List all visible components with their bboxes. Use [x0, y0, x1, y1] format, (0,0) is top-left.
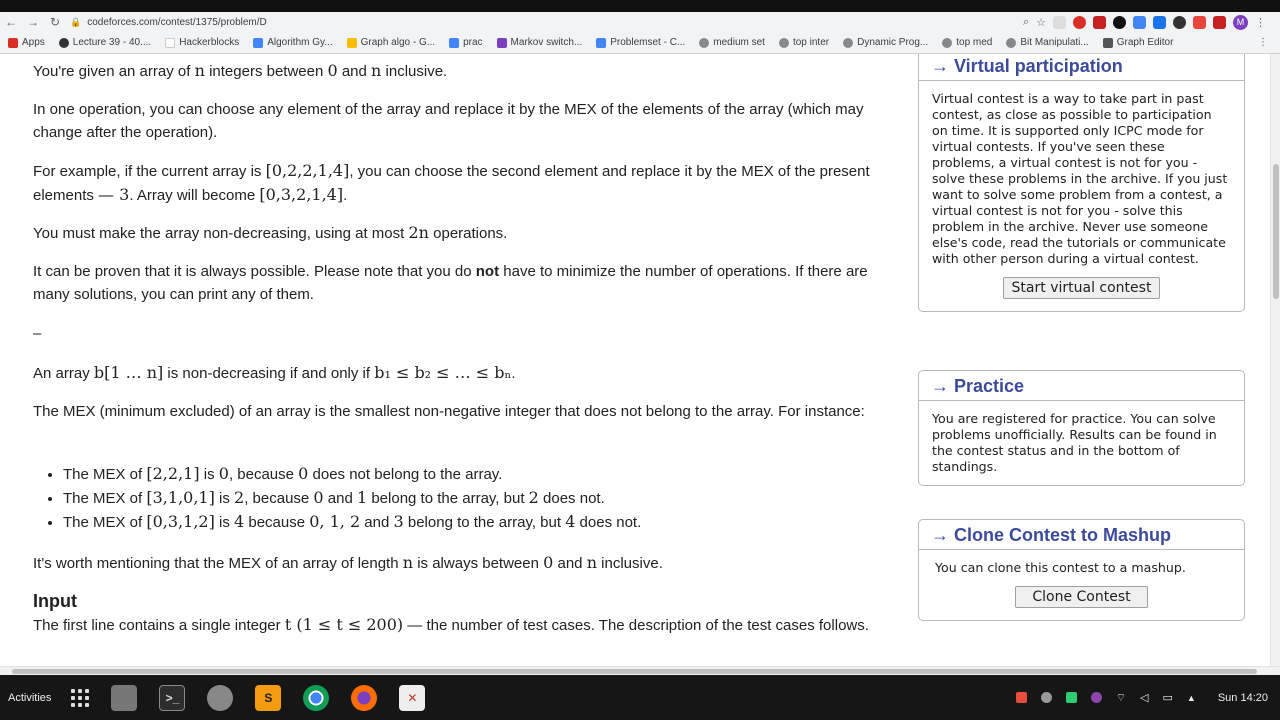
statement-paragraph: The MEX (minimum excluded) of an array is the smallest non-negative integer that does not belong to the array. For instance:: [33, 403, 865, 420]
firefox-icon[interactable]: [351, 685, 377, 711]
extension-icon[interactable]: [1193, 16, 1206, 29]
bookmark-favicon: [942, 38, 952, 48]
statement-paragraph: It's worth mentioning that the MEX of an array of length n is always between 0 and n inclusive.: [33, 553, 663, 572]
text-editor-icon[interactable]: ✕: [399, 685, 425, 711]
bookmark-favicon: [596, 38, 606, 48]
tray-app-icon[interactable]: [1091, 692, 1102, 703]
bookmark-favicon: [449, 38, 459, 48]
clock[interactable]: Sun 14:20: [1217, 691, 1268, 704]
scroll-thumb[interactable]: [1273, 164, 1279, 299]
activities-button[interactable]: Activities: [8, 691, 52, 704]
chrome-icon[interactable]: [303, 685, 329, 711]
math: n: [371, 61, 382, 80]
statement-paragraph: In one operation, you can choose any element of the array and replace it by the MEX of the elements of the array (which may change after the operation).: [33, 101, 864, 141]
math: 4: [234, 512, 245, 531]
sublime-text-icon[interactable]: S: [255, 685, 281, 711]
vertical-scrollbar[interactable]: [1270, 54, 1280, 666]
math: n: [194, 61, 205, 80]
list-item: • The MEX of [3,1,0,1] is 2, because 0 and 1 belong to the array, but 2 does not.: [63, 486, 883, 510]
bookmark-favicon: [779, 38, 789, 48]
math: b₁ ≤ b₂ ≤ … ≤ bₙ: [374, 363, 512, 382]
horizontal-scrollbar[interactable]: [0, 666, 1280, 675]
clone-contest-button[interactable]: Clone Contest: [1015, 586, 1147, 608]
bookmark-item[interactable]: top inter: [779, 37, 829, 48]
math: n: [586, 553, 597, 572]
os-top-bar: [0, 0, 1280, 12]
scroll-thumb[interactable]: [12, 669, 1257, 674]
extension-icon[interactable]: [1133, 16, 1146, 29]
volume-icon[interactable]: ◁: [1140, 692, 1149, 704]
math: 0: [543, 553, 554, 572]
bookmark-item[interactable]: prac: [449, 37, 482, 48]
back-icon[interactable]: ←: [5, 15, 17, 29]
math: 0: [313, 488, 324, 507]
menu-icon[interactable]: ⋮: [1255, 16, 1266, 29]
math: 3: [393, 512, 404, 531]
bookmark-item[interactable]: Hackerblocks: [165, 37, 239, 48]
box-body: You are registered for practice. You can solve problems unofficially. Results can be found in the contest status and in the bottom of standings.: [932, 411, 1217, 474]
reload-icon[interactable]: ↻: [49, 15, 61, 29]
math: 0, 1, 2: [309, 512, 361, 531]
statement-paragraph: It can be proven that it is always possible. Please note that you do not have to minimize the number of operations. If there are many solutions, you can print any of them.: [33, 263, 868, 303]
math: 2n: [408, 223, 429, 242]
extension-icon[interactable]: [1113, 16, 1126, 29]
math: [0,3,1,2]: [146, 512, 215, 531]
list-item: • The MEX of [2,2,1] is 0, because 0 does not belong to the array.: [63, 462, 883, 486]
bookmark-item[interactable]: Algorithm Gy...: [253, 37, 332, 48]
extension-icon[interactable]: [1153, 16, 1166, 29]
bookmark-favicon: [699, 38, 709, 48]
practice-box: [918, 370, 1245, 486]
math: 4: [565, 512, 576, 531]
battery-icon[interactable]: ▭: [1162, 692, 1173, 704]
bookmark-item[interactable]: Lecture 39 - 40....: [59, 37, 151, 48]
forward-icon[interactable]: →: [27, 15, 39, 29]
browser-toolbar: [0, 12, 1280, 32]
zoom-icon[interactable]: ⌕: [1022, 15, 1030, 28]
bookmark-item[interactable]: top med: [942, 37, 992, 48]
math: t (1 ≤ t ≤ 200): [284, 615, 404, 634]
bookmarks-bar: [0, 32, 1280, 54]
page-content: [0, 54, 1280, 666]
statement-paragraph: You're given an array of n integers between 0 and n inclusive.: [33, 61, 448, 80]
url-text: codeforces.com/contest/1375/problem/D: [87, 16, 267, 28]
math: 2: [234, 488, 245, 507]
system-tray: [1016, 691, 1268, 705]
statement-paragraph: For example, if the current array is [0,2,2,1,4], you can choose the second element and replace it by the MEX of the present elements — 3. Array will become [0,3,2,1,4].: [33, 161, 870, 204]
bookmark-item[interactable]: Graph algo - G...: [347, 37, 435, 48]
bookmark-item[interactable]: medium set: [699, 37, 765, 48]
extension-icon[interactable]: [1073, 16, 1086, 29]
box-title: → Clone Contest to Mashup: [919, 520, 1244, 550]
virtual-participation-box: [918, 54, 1245, 312]
box-title: → Practice: [919, 371, 1244, 401]
math: [2,2,1]: [146, 464, 200, 483]
bookmark-favicon: [497, 38, 507, 48]
section-title-input: Input: [33, 591, 77, 611]
extension-icon[interactable]: [1053, 16, 1066, 29]
math: [0,2,2,1,4]: [265, 161, 350, 180]
wifi-icon[interactable]: ⌔: [1115, 691, 1127, 704]
tray-menu-icon[interactable]: ▲: [1186, 692, 1196, 703]
sync-icon[interactable]: [1041, 692, 1052, 703]
extension-icon[interactable]: [1173, 16, 1186, 29]
list-item: • The MEX of [0,3,1,2] is 4 because 0, 1, 2 and 3 belong to the array, but 4 does not.: [63, 510, 883, 534]
bookmark-favicon: [59, 38, 69, 48]
bookmark-item[interactable]: Dynamic Prog...: [843, 37, 928, 48]
bookmark-favicon: [1006, 38, 1016, 48]
bookmark-favicon: [347, 38, 357, 48]
screen-record-icon[interactable]: [1016, 692, 1027, 703]
files-icon[interactable]: [111, 685, 137, 711]
mex-examples-list: [63, 462, 883, 534]
app-grid-icon[interactable]: [71, 689, 89, 707]
profile-avatar[interactable]: M: [1233, 15, 1248, 30]
more-bookmarks-icon[interactable]: ⋮: [1258, 37, 1268, 48]
math: 2: [528, 488, 539, 507]
box-body: You can clone this contest to a mashup.: [935, 560, 1186, 575]
statement-paragraph: An array b[1 … n] is non-decreasing if and only if b₁ ≤ b₂ ≤ … ≤ bₙ.: [33, 363, 516, 382]
math: — 3: [98, 185, 130, 204]
math: 0: [298, 464, 309, 483]
bookmark-item[interactable]: Graph Editor: [1103, 37, 1174, 48]
bookmark-favicon: [253, 38, 263, 48]
bookmark-favicon: [165, 38, 175, 48]
clone-contest-box: [918, 519, 1245, 621]
os-taskbar: [0, 675, 1280, 720]
statement-paragraph: The first line contains a single integer t (1 ≤ t ≤ 200) — the number of test cases. The description of the test cases follows.: [33, 615, 869, 634]
bookmark-favicon: [843, 38, 853, 48]
extension-icon[interactable]: [1093, 16, 1106, 29]
start-virtual-contest-button[interactable]: Start virtual contest: [1003, 277, 1161, 299]
bookmark-favicon: [1103, 38, 1113, 48]
bookmark-item[interactable]: Problemset - C...: [596, 37, 685, 48]
address-bar[interactable]: [70, 12, 1023, 32]
box-body: Virtual contest is a way to take part in past contest, as close as possible to participation on time. It is supported only ICPC mode for virtual contests. If you've seen these problems, a virtual contest is not for you - solve these problems in the archive. If you just want to solve some problem from a contest, a virtual contest is not for you - solve this problem in the archive. Never use someone else's code, read the tutorials or communicate with other person during a virtual contest.: [932, 91, 1228, 266]
apps-grid-icon: [8, 38, 18, 48]
tray-app-icon[interactable]: [1066, 692, 1077, 703]
statement-paragraph: You must make the array non-decreasing, using at most 2n operations.: [33, 223, 508, 242]
math: 0: [327, 61, 338, 80]
math: 1: [356, 488, 368, 507]
terminal-icon[interactable]: >_: [159, 685, 185, 711]
math: [3,1,0,1]: [146, 488, 215, 507]
math: 0: [218, 464, 229, 483]
math: n: [402, 553, 414, 572]
settings-icon[interactable]: [207, 685, 233, 711]
star-icon[interactable]: ☆: [1036, 16, 1046, 29]
bookmark-item[interactable]: Markov switch...: [497, 37, 583, 48]
box-title: → Virtual participation: [919, 54, 1244, 81]
math: [0,3,2,1,4]: [259, 185, 344, 204]
bookmark-apps[interactable]: Apps: [8, 37, 45, 48]
math: b[1 … n]: [93, 363, 164, 382]
lock-icon: 🔒: [70, 16, 82, 27]
separator: –: [33, 325, 42, 342]
extension-icon[interactable]: [1213, 16, 1226, 29]
extension-icons: [1023, 15, 1280, 30]
bookmark-item[interactable]: Bit Manipulati...: [1006, 37, 1088, 48]
